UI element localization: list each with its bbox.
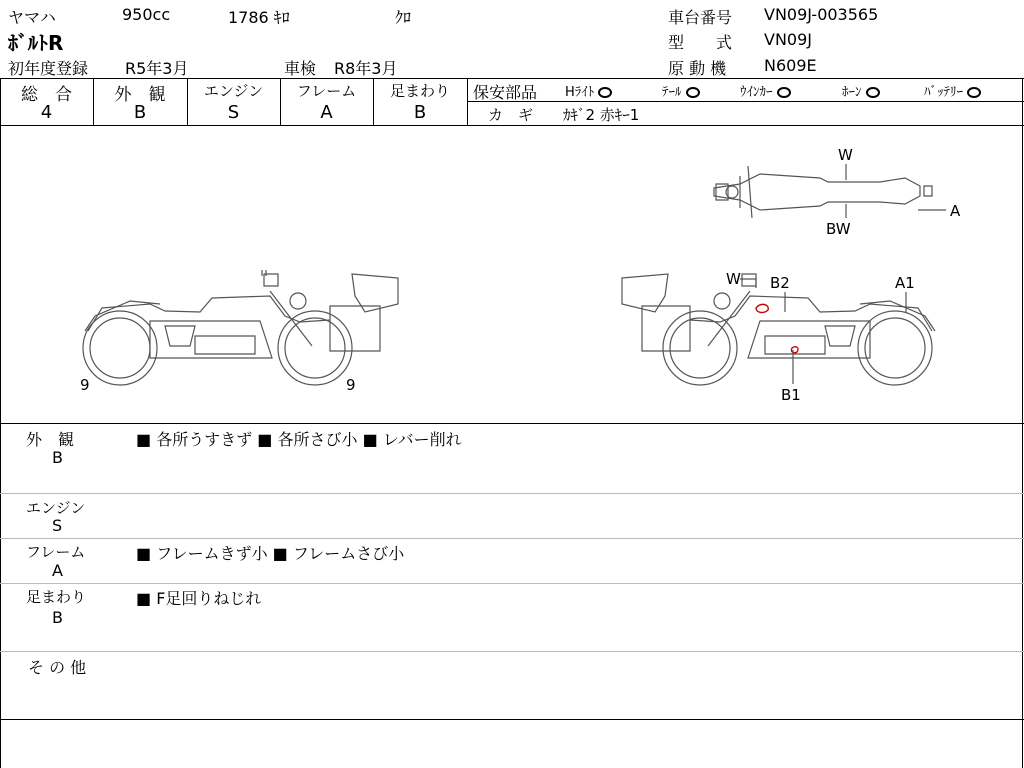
safety-item-headlight (565, 81, 612, 100)
grade-value-total: 4 (40, 102, 53, 123)
model-name: ﾎﾞﾙﾄR (8, 31, 64, 55)
ok-circle-icon (686, 87, 700, 98)
grid-line (0, 651, 1024, 652)
motorcycle-diagram (0, 126, 1022, 423)
grade-value-engine: S (227, 102, 240, 123)
ok-circle-icon (866, 87, 880, 98)
motorcycle-top-view (714, 166, 932, 218)
grid-line (467, 101, 1024, 102)
grade-label-suspension: 足まわり (389, 82, 450, 100)
ok-circle-icon (777, 87, 791, 98)
grade-label-exterior: 外 観 (114, 85, 166, 105)
grid-line (0, 78, 1024, 79)
ok-circle-icon (598, 87, 612, 98)
key-label: カ ギ (488, 106, 534, 124)
left-front-tire-grade: 9 (80, 376, 90, 394)
engine-label: 原 動 機 (668, 59, 727, 78)
inspection-value: R8年3月 (334, 59, 398, 78)
safety-item-battery (924, 81, 981, 100)
safety-label: 保安部品 (473, 83, 538, 102)
safety-item-label: ﾃｰﾙ (662, 85, 682, 100)
grid-line (0, 423, 1024, 424)
right-mark-w: W (726, 270, 741, 288)
top-mark-a: A (950, 202, 961, 220)
type-value: VN09J (764, 30, 812, 49)
frame-no-value: VN09J-003565 (764, 5, 879, 24)
grade-label-engine: エンジン (203, 82, 264, 100)
grade-label-total: 総 合 (21, 85, 72, 105)
note-label-exterior: 外 観 (26, 430, 75, 449)
right-mark-b2: B2 (770, 274, 790, 292)
grade-value-frame: A (320, 102, 333, 123)
note-label-engine: エンジン (26, 499, 86, 517)
note-text-suspension: ■ F足回りねじれ (136, 589, 262, 608)
grade-value-suspension: B (413, 102, 427, 123)
grid-line (0, 719, 1024, 720)
note-label-suspension: 足まわり (26, 588, 87, 606)
inspection-label: 車検 (284, 59, 317, 78)
grid-line (0, 538, 1024, 539)
safety-item-label: ﾎｰﾝ (842, 85, 862, 100)
right-mark-b1: B1 (781, 386, 801, 404)
type-label: 型 式 (668, 33, 733, 52)
note-grade-suspension: B (52, 608, 63, 627)
first-registration-label: 初年度登録 (8, 59, 89, 78)
grade-value-exterior: B (133, 102, 147, 123)
safety-item-label: Hﾗｲﾄ (565, 85, 595, 100)
grid-line (0, 493, 1024, 494)
frame-no-label: 車台番号 (668, 8, 733, 27)
note-text-frame: ■ フレームきず小 ■ フレームさび小 (136, 544, 405, 563)
right-mark-a1: A1 (895, 274, 915, 292)
mileage: 1786 ｷﾛ (228, 8, 290, 27)
safety-item-winker (740, 81, 791, 100)
grade-label-frame: フレーム (296, 82, 357, 100)
note-grade-exterior: B (52, 448, 63, 467)
left-rear-tire-grade: 9 (346, 376, 356, 394)
ok-circle-icon (967, 87, 981, 98)
note-label-frame: フレーム (26, 543, 86, 561)
note-label-other: そ の 他 (28, 658, 87, 677)
displacement: 950cc (122, 5, 171, 24)
key-value: ｶｷﾞ2 赤ｷｰ1 (563, 106, 640, 124)
top-mark-w: W (838, 146, 853, 164)
first-registration-value: R5年3月 (125, 59, 189, 78)
safety-item-label: ｳｲﾝｶｰ (740, 85, 773, 100)
safety-item-label: ﾊﾞｯﾃﾘｰ (924, 85, 963, 100)
maker: ヤマハ (8, 8, 56, 27)
safety-item-horn (842, 81, 880, 100)
grid-line (467, 78, 468, 125)
grid-line (0, 583, 1024, 584)
note-grade-frame: A (52, 561, 63, 580)
color: ｸﾛ (395, 8, 412, 27)
note-grade-engine: S (52, 516, 63, 535)
safety-item-tail (662, 81, 700, 100)
top-mark-bw: BW (826, 220, 851, 238)
motorcycle-left-view (83, 270, 398, 385)
note-text-exterior: ■ 各所うすきず ■ 各所さび小 ■ レバー削れ (136, 430, 462, 449)
engine-value: N609E (764, 56, 817, 75)
